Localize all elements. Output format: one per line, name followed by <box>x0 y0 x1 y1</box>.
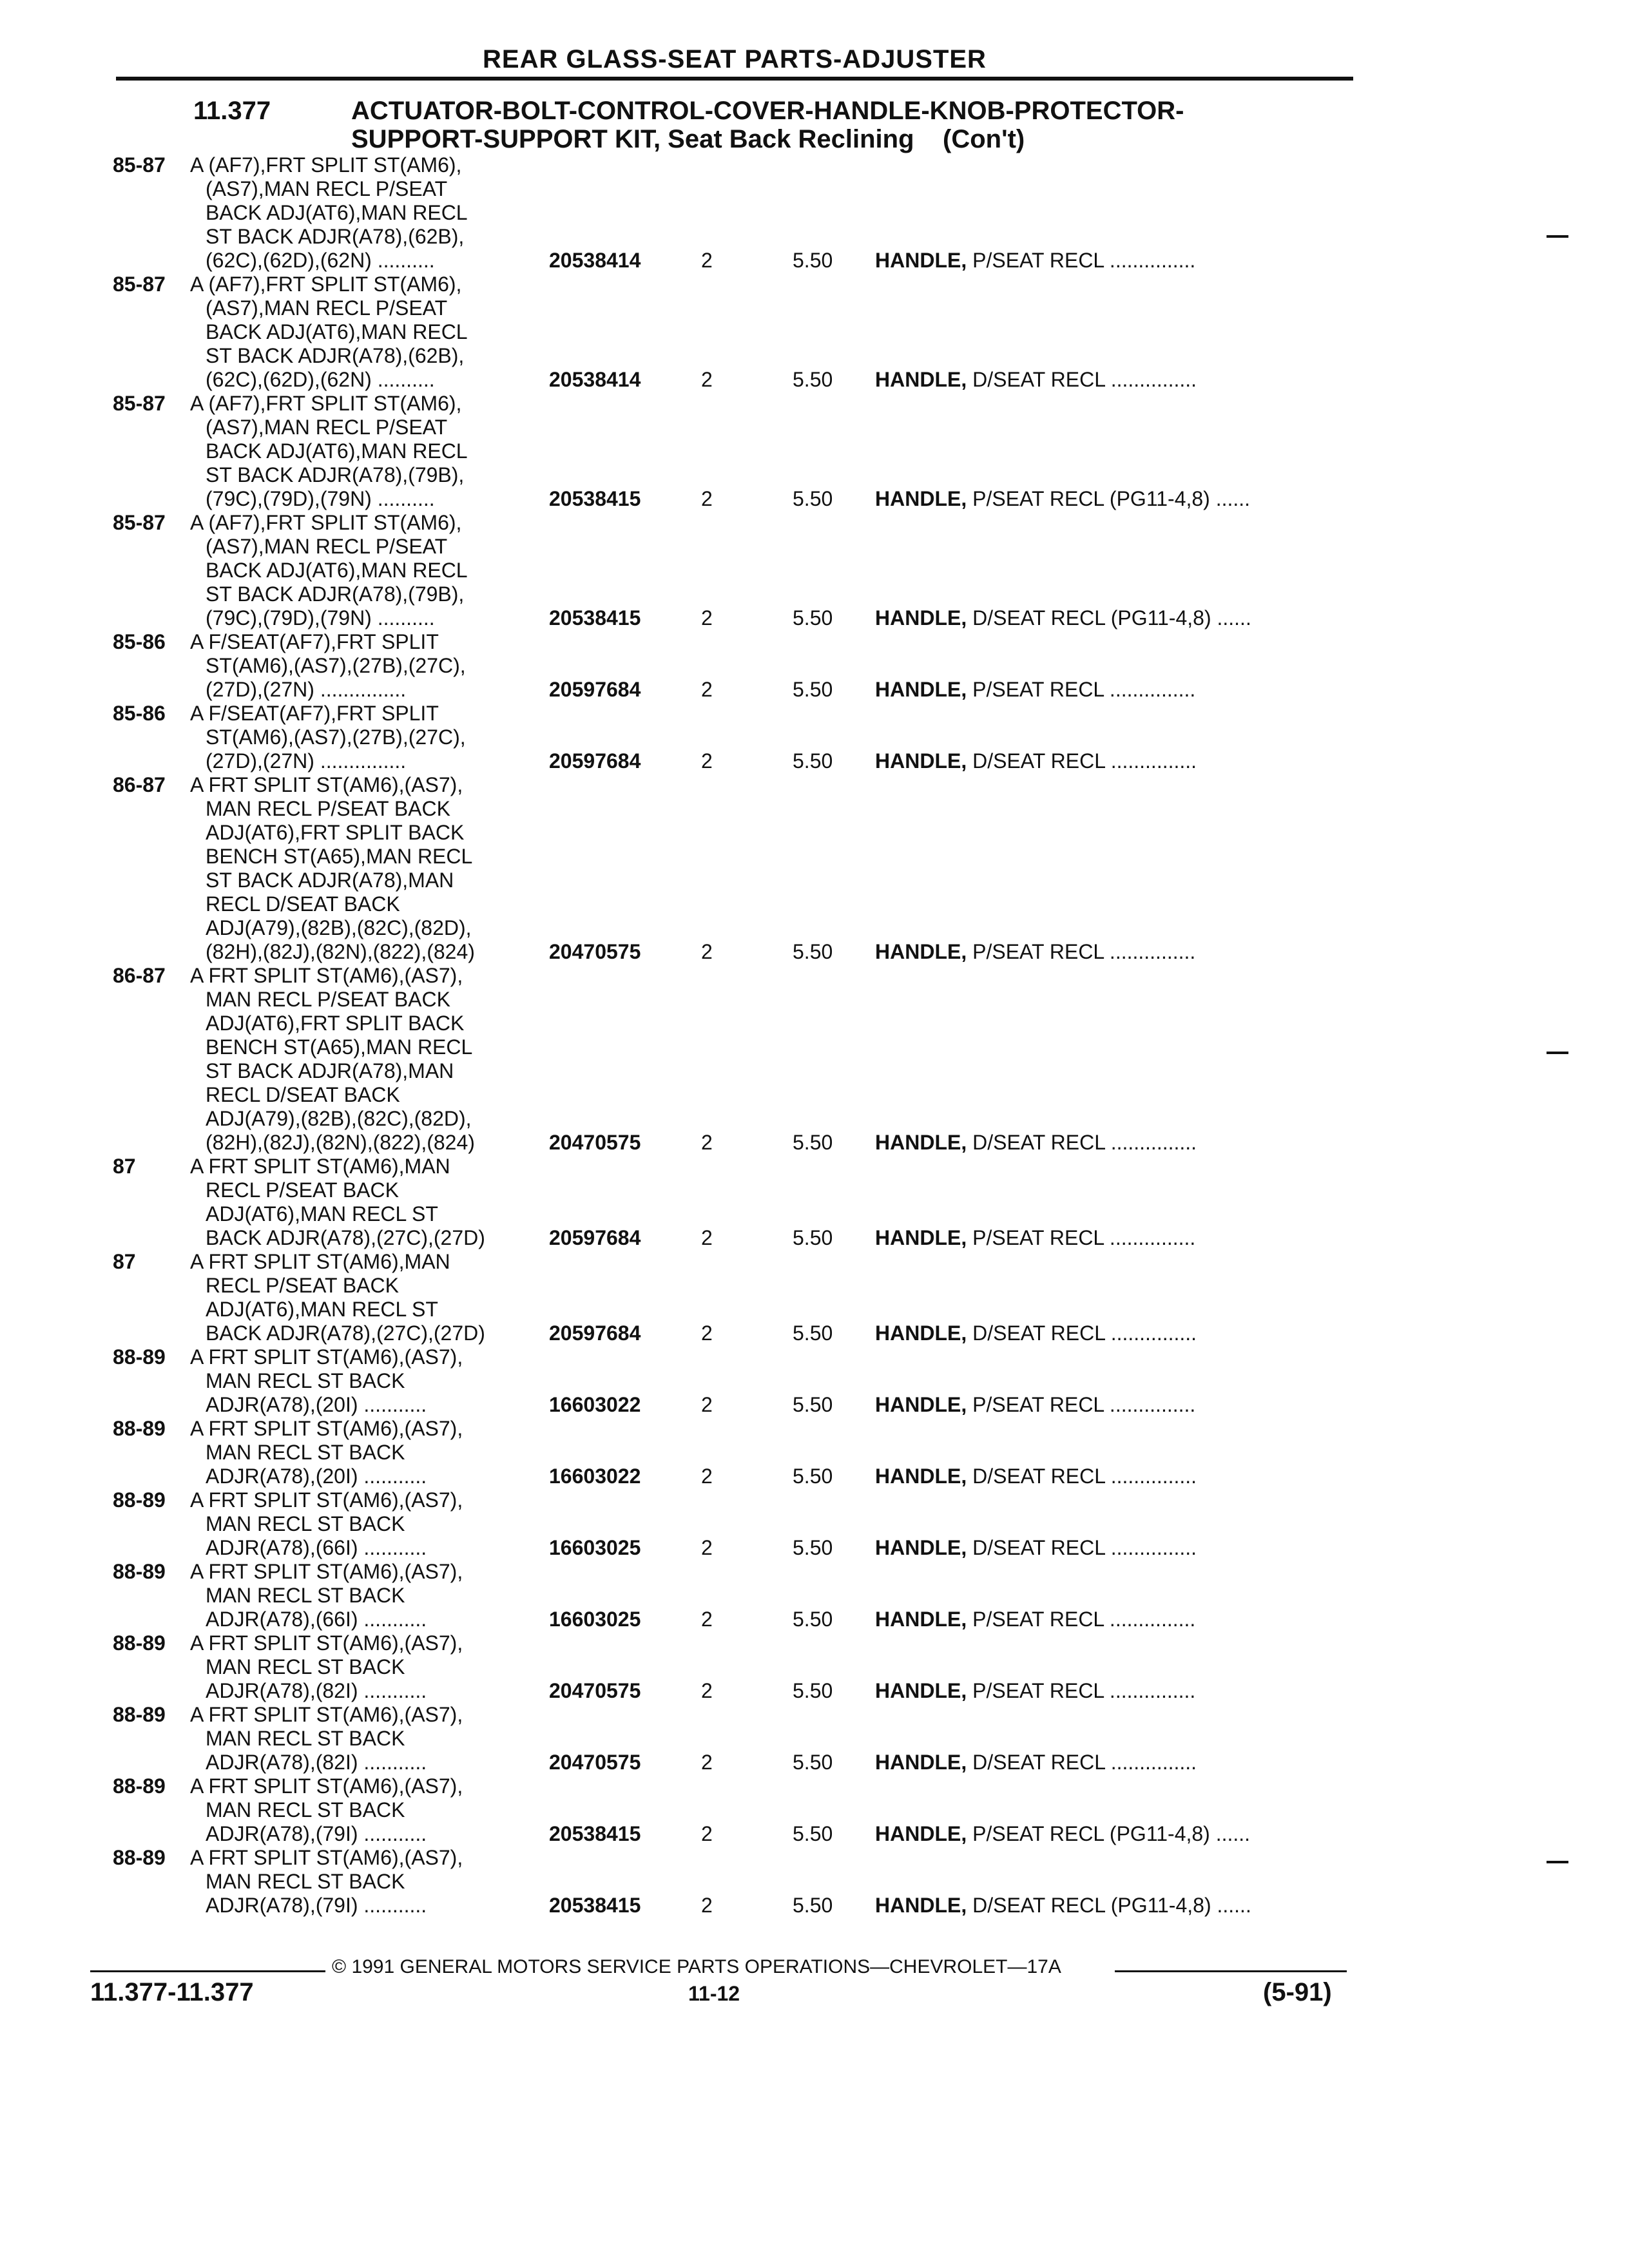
entry-part-number: 16603022 <box>549 1393 641 1416</box>
entry-usage-line: ADJ(A79),(82B),(82C),(82D), <box>206 916 472 939</box>
entry-part-name-noun: HANDLE, <box>875 487 967 510</box>
entry-part-name-noun: HANDLE, <box>875 1894 967 1917</box>
entry-usage-description <box>190 964 551 1155</box>
entry-usage-line: A (AF7),FRT SPLIT ST(AM6), <box>190 273 462 296</box>
page-header <box>116 45 1353 81</box>
entry-part-name <box>875 606 1352 630</box>
entry-usage-line: ADJ(A79),(82B),(82C),(82D), <box>206 1107 472 1130</box>
entry-model-years: 87 <box>113 1250 136 1273</box>
entry-part-name-detail: P/SEAT RECL ............... <box>972 249 1196 272</box>
entry-usage-line: A (AF7),FRT SPLIT ST(AM6), <box>190 511 462 534</box>
entry-model-years: 85-87 <box>113 392 166 415</box>
margin-mark <box>1547 235 1568 238</box>
entry-usage-line: ADJR(A78),(79I) ........... <box>206 1894 427 1917</box>
entry-usage-line: BACK ADJ(AT6),MAN RECL <box>206 201 468 224</box>
entry-price: 5.50 <box>793 249 833 272</box>
entry-quantity: 2 <box>701 1751 713 1774</box>
entry-usage-line: A FRT SPLIT ST(AM6),(AS7), <box>190 1417 463 1440</box>
entry-usage-description <box>190 273 551 392</box>
section-title-line2: SUPPORT-SUPPORT KIT, Seat Back Reclining <box>351 125 914 153</box>
entry-usage-line: BACK ADJR(A78),(27C),(27D) <box>206 1226 485 1249</box>
entry-part-number: 20470575 <box>549 1131 641 1154</box>
entry-part-name-detail: D/SEAT RECL ............... <box>972 1465 1197 1488</box>
entry-usage-description <box>190 773 551 964</box>
entry-part-name-noun: HANDLE, <box>875 1751 967 1774</box>
entry-model-years: 86-87 <box>113 964 166 987</box>
parts-entry <box>0 392 1629 511</box>
section-title <box>351 97 1408 153</box>
entry-model-years: 88-89 <box>113 1488 166 1512</box>
entry-usage-line: (79C),(79D),(79N) .......... <box>206 487 435 510</box>
entry-usage-line: (62C),(62D),(62N) .......... <box>206 368 435 391</box>
entry-usage-line: ST BACK ADJR(A78),(62B), <box>206 225 465 248</box>
entry-part-name <box>875 368 1352 392</box>
entry-usage-description <box>190 1631 551 1703</box>
entry-quantity: 2 <box>701 749 713 773</box>
entry-price: 5.50 <box>793 1131 833 1154</box>
entry-part-name-detail: P/SEAT RECL (PG11-4,8) ...... <box>972 487 1251 510</box>
entry-usage-line: ADJ(AT6),MAN RECL ST <box>206 1298 438 1321</box>
entry-part-name <box>875 749 1352 773</box>
parts-entry <box>0 153 1629 273</box>
entry-usage-line: ADJ(AT6),FRT SPLIT BACK <box>206 1012 465 1035</box>
entry-usage-line: ADJR(A78),(20I) ........... <box>206 1465 427 1488</box>
entry-usage-description <box>190 153 551 273</box>
entry-part-number: 20470575 <box>549 940 641 963</box>
entry-usage-description <box>190 392 551 511</box>
entry-part-name-detail: P/SEAT RECL ............... <box>972 1608 1196 1631</box>
entry-usage-line: ADJR(A78),(79I) ........... <box>206 1822 427 1845</box>
entry-part-name-noun: HANDLE, <box>875 1393 967 1416</box>
entry-usage-line: ADJR(A78),(66I) ........... <box>206 1608 427 1631</box>
parts-entry <box>0 1155 1629 1250</box>
entry-part-name <box>875 1465 1352 1488</box>
entry-quantity: 2 <box>701 940 713 963</box>
entry-usage-line: A FRT SPLIT ST(AM6),(AS7), <box>190 1703 463 1726</box>
entry-usage-description <box>190 1417 551 1488</box>
entry-part-name <box>875 249 1352 273</box>
entry-usage-line: MAN RECL ST BACK <box>206 1727 405 1750</box>
entry-part-name-noun: HANDLE, <box>875 1679 967 1702</box>
section-title-line2-wrap <box>351 125 1408 153</box>
entry-part-name-detail: P/SEAT RECL ............... <box>972 1679 1196 1702</box>
entry-usage-line: BACK ADJR(A78),(27C),(27D) <box>206 1321 485 1345</box>
entry-part-name-detail: D/SEAT RECL (PG11-4,8) ...... <box>972 1894 1251 1917</box>
entry-usage-description <box>190 1345 551 1417</box>
entry-part-number: 20538414 <box>549 249 641 272</box>
entry-part-name <box>875 1536 1352 1560</box>
entry-model-years: 85-87 <box>113 511 166 534</box>
entry-usage-line: ADJ(AT6),MAN RECL ST <box>206 1202 438 1225</box>
entry-model-years: 88-89 <box>113 1846 166 1869</box>
entry-usage-line: ADJ(AT6),FRT SPLIT BACK <box>206 821 465 844</box>
entry-part-name-detail: D/SEAT RECL ............... <box>972 368 1197 391</box>
entry-part-name-noun: HANDLE, <box>875 749 967 773</box>
entry-quantity: 2 <box>701 368 713 391</box>
entry-part-name-noun: HANDLE, <box>875 1536 967 1559</box>
entry-usage-description <box>190 511 551 630</box>
entry-part-name <box>875 678 1352 702</box>
entry-usage-line: A FRT SPLIT ST(AM6),MAN <box>190 1250 450 1273</box>
entry-part-number: 20538415 <box>549 1894 641 1917</box>
entry-part-name-noun: HANDLE, <box>875 1131 967 1154</box>
entry-model-years: 85-87 <box>113 273 166 296</box>
parts-entry <box>0 630 1629 702</box>
entry-part-number: 16603022 <box>549 1465 641 1488</box>
footer-copyright: © 1991 GENERAL MOTORS SERVICE PARTS OPERATIONS—CHEVROLET—17A <box>332 1956 1061 1977</box>
entry-usage-line: A (AF7),FRT SPLIT ST(AM6), <box>190 153 462 177</box>
entry-part-name-noun: HANDLE, <box>875 606 967 629</box>
entry-usage-line: ST BACK ADJR(A78),MAN <box>206 1059 454 1082</box>
parts-entry <box>0 1631 1629 1703</box>
entry-usage-line: ST BACK ADJR(A78),MAN <box>206 869 454 892</box>
entry-model-years: 88-89 <box>113 1631 166 1655</box>
footer-section-range: 11.377-11.377 <box>90 1978 254 2006</box>
entry-part-number: 20597684 <box>549 1321 641 1345</box>
parts-entry <box>0 702 1629 773</box>
entry-part-name-detail: D/SEAT RECL ............... <box>972 1321 1197 1345</box>
entry-usage-line: A FRT SPLIT ST(AM6),(AS7), <box>190 1345 463 1369</box>
entry-part-name <box>875 1321 1352 1345</box>
entry-usage-line: A FRT SPLIT ST(AM6),(AS7), <box>190 1774 463 1798</box>
entry-part-name-detail: D/SEAT RECL (PG11-4,8) ...... <box>972 606 1251 629</box>
entry-usage-description <box>190 1155 551 1250</box>
entry-price: 5.50 <box>793 1679 833 1702</box>
entry-price: 5.50 <box>793 1822 833 1845</box>
entry-part-name-noun: HANDLE, <box>875 1321 967 1345</box>
entry-usage-line: BENCH ST(A65),MAN RECL <box>206 845 473 868</box>
entry-model-years: 86-87 <box>113 773 166 796</box>
entry-part-name <box>875 1131 1352 1155</box>
entry-usage-line: MAN RECL ST BACK <box>206 1798 405 1821</box>
entry-part-number: 20538415 <box>549 606 641 629</box>
entry-usage-description <box>190 1703 551 1774</box>
entry-part-number: 20597684 <box>549 678 641 701</box>
entry-quantity: 2 <box>701 1226 713 1249</box>
entry-price: 5.50 <box>793 1608 833 1631</box>
entry-model-years: 85-86 <box>113 630 166 653</box>
entry-usage-line: (82H),(82J),(82N),(822),(824) <box>206 1131 475 1154</box>
entry-quantity: 2 <box>701 1393 713 1416</box>
entry-usage-line: BACK ADJ(AT6),MAN RECL <box>206 559 468 582</box>
entry-price: 5.50 <box>793 1894 833 1917</box>
entry-quantity: 2 <box>701 487 713 510</box>
entry-price: 5.50 <box>793 1226 833 1249</box>
entry-part-name-detail: D/SEAT RECL ............... <box>972 749 1197 773</box>
entry-usage-line: (79C),(79D),(79N) .......... <box>206 606 435 629</box>
entry-part-name <box>875 487 1352 511</box>
entry-model-years: 88-89 <box>113 1560 166 1583</box>
entry-price: 5.50 <box>793 368 833 391</box>
entry-usage-line: (AS7),MAN RECL P/SEAT <box>206 416 448 439</box>
entry-usage-line: A F/SEAT(AF7),FRT SPLIT <box>190 702 439 725</box>
entry-quantity: 2 <box>701 1321 713 1345</box>
entry-price: 5.50 <box>793 1751 833 1774</box>
entry-usage-line: BENCH ST(A65),MAN RECL <box>206 1035 473 1059</box>
entry-usage-line: RECL P/SEAT BACK <box>206 1274 399 1297</box>
entry-quantity: 2 <box>701 1679 713 1702</box>
entry-part-name <box>875 1751 1352 1774</box>
entry-part-name-detail: D/SEAT RECL ............... <box>972 1751 1197 1774</box>
entry-usage-line: RECL D/SEAT BACK <box>206 1083 400 1106</box>
entry-usage-line: MAN RECL ST BACK <box>206 1655 405 1678</box>
entry-part-number: 20538415 <box>549 487 641 510</box>
margin-mark <box>1547 1861 1568 1863</box>
entry-part-name-noun: HANDLE, <box>875 940 967 963</box>
entry-usage-description <box>190 1846 551 1917</box>
entry-usage-line: (82H),(82J),(82N),(822),(824) <box>206 940 475 963</box>
entry-price: 5.50 <box>793 1536 833 1559</box>
entry-price: 5.50 <box>793 1393 833 1416</box>
entry-price: 5.50 <box>793 1321 833 1345</box>
margin-mark <box>1547 1052 1568 1054</box>
parts-entry <box>0 1846 1629 1917</box>
entry-model-years: 85-87 <box>113 153 166 177</box>
entry-part-name-detail: D/SEAT RECL ............... <box>972 1536 1197 1559</box>
entry-model-years: 87 <box>113 1155 136 1178</box>
entry-usage-line: MAN RECL ST BACK <box>206 1512 405 1535</box>
parts-entry <box>0 1703 1629 1774</box>
entry-usage-line: A FRT SPLIT ST(AM6),(AS7), <box>190 1846 463 1869</box>
entry-price: 5.50 <box>793 487 833 510</box>
parts-entry <box>0 773 1629 964</box>
section-title-suffix: (Con't) <box>943 125 1025 153</box>
entry-usage-line: ADJR(A78),(82I) ........... <box>206 1751 427 1774</box>
entry-part-name-detail: P/SEAT RECL ............... <box>972 1226 1196 1249</box>
entry-part-name-detail: P/SEAT RECL (PG11-4,8) ...... <box>972 1822 1251 1845</box>
page-header-title: REAR GLASS-SEAT PARTS-ADJUSTER <box>483 45 987 73</box>
entry-part-name <box>875 1226 1352 1250</box>
entry-usage-line: ADJR(A78),(82I) ........... <box>206 1679 427 1702</box>
entry-price: 5.50 <box>793 606 833 629</box>
entry-model-years: 88-89 <box>113 1345 166 1369</box>
entry-usage-description <box>190 1488 551 1560</box>
entry-usage-description <box>190 702 551 773</box>
entry-usage-line: A FRT SPLIT ST(AM6),(AS7), <box>190 1631 463 1655</box>
entry-part-name-noun: HANDLE, <box>875 1465 967 1488</box>
entry-usage-line: ADJR(A78),(20I) ........... <box>206 1393 427 1416</box>
entry-usage-line: A (AF7),FRT SPLIT ST(AM6), <box>190 392 462 415</box>
entry-usage-line: ST(AM6),(AS7),(27B),(27C), <box>206 654 466 677</box>
entry-usage-line: ST(AM6),(AS7),(27B),(27C), <box>206 726 466 749</box>
parts-entry <box>0 1488 1629 1560</box>
parts-entry <box>0 273 1629 392</box>
entry-part-name-noun: HANDLE, <box>875 1226 967 1249</box>
entry-usage-description <box>190 1560 551 1631</box>
entry-usage-line: A FRT SPLIT ST(AM6),(AS7), <box>190 773 463 796</box>
parts-entry <box>0 511 1629 630</box>
entry-usage-line: A FRT SPLIT ST(AM6),MAN <box>190 1155 450 1178</box>
entry-usage-line: A FRT SPLIT ST(AM6),(AS7), <box>190 1560 463 1583</box>
entry-model-years: 88-89 <box>113 1774 166 1798</box>
entry-part-name-noun: HANDLE, <box>875 1608 967 1631</box>
entry-model-years: 88-89 <box>113 1703 166 1726</box>
parts-entry <box>0 964 1629 1155</box>
entry-part-name-noun: HANDLE, <box>875 249 967 272</box>
entry-model-years: 85-86 <box>113 702 166 725</box>
entry-part-number: 20538415 <box>549 1822 641 1845</box>
footer-rule-left <box>90 1970 325 1972</box>
entry-usage-line: ST BACK ADJR(A78),(79B), <box>206 463 465 486</box>
entry-part-name-detail: D/SEAT RECL ............... <box>972 1131 1197 1154</box>
entry-usage-line: MAN RECL ST BACK <box>206 1584 405 1607</box>
entry-usage-line: (AS7),MAN RECL P/SEAT <box>206 177 448 200</box>
section-title-line1: ACTUATOR-BOLT-CONTROL-COVER-HANDLE-KNOB-PROTECTOR- <box>351 97 1184 125</box>
section-number: 11.377 <box>193 97 271 125</box>
entry-usage-line: (62C),(62D),(62N) .......... <box>206 249 435 272</box>
entry-part-name-noun: HANDLE, <box>875 368 967 391</box>
entry-usage-line: A FRT SPLIT ST(AM6),(AS7), <box>190 1488 463 1512</box>
entry-part-number: 20470575 <box>549 1751 641 1774</box>
entry-usage-line: BACK ADJ(AT6),MAN RECL <box>206 439 468 463</box>
parts-entry <box>0 1774 1629 1846</box>
entry-part-name-detail: P/SEAT RECL ............... <box>972 678 1196 701</box>
entry-usage-line: RECL P/SEAT BACK <box>206 1178 399 1202</box>
entry-part-name-noun: HANDLE, <box>875 678 967 701</box>
parts-entry <box>0 1560 1629 1631</box>
entry-usage-description <box>190 1774 551 1846</box>
entry-model-years: 88-89 <box>113 1417 166 1440</box>
entry-price: 5.50 <box>793 1465 833 1488</box>
entry-part-name <box>875 1679 1352 1703</box>
parts-entry <box>0 1250 1629 1345</box>
entry-price: 5.50 <box>793 678 833 701</box>
entry-usage-line: (AS7),MAN RECL P/SEAT <box>206 296 448 320</box>
entry-usage-line: BACK ADJ(AT6),MAN RECL <box>206 320 468 343</box>
entry-usage-line: MAN RECL P/SEAT BACK <box>206 797 450 820</box>
entry-part-name-detail: P/SEAT RECL ............... <box>972 1393 1196 1416</box>
entry-usage-line: (27D),(27N) ............... <box>206 678 407 701</box>
entry-usage-line: RECL D/SEAT BACK <box>206 892 400 916</box>
entry-part-name <box>875 1608 1352 1631</box>
entry-price: 5.50 <box>793 940 833 963</box>
entry-part-number: 16603025 <box>549 1608 641 1631</box>
entry-usage-line: ST BACK ADJR(A78),(79B), <box>206 582 465 606</box>
entry-quantity: 2 <box>701 249 713 272</box>
entry-part-number: 20597684 <box>549 749 641 773</box>
entry-quantity: 2 <box>701 1465 713 1488</box>
entry-quantity: 2 <box>701 606 713 629</box>
parts-entry <box>0 1417 1629 1488</box>
entry-quantity: 2 <box>701 1894 713 1917</box>
entry-quantity: 2 <box>701 1822 713 1845</box>
entry-part-name-noun: HANDLE, <box>875 1822 967 1845</box>
entry-price: 5.50 <box>793 749 833 773</box>
entry-usage-description <box>190 630 551 702</box>
footer-rule-right <box>1115 1970 1347 1972</box>
entry-part-number: 16603025 <box>549 1536 641 1559</box>
entry-usage-line: A F/SEAT(AF7),FRT SPLIT <box>190 630 439 653</box>
entry-usage-line: MAN RECL ST BACK <box>206 1870 405 1893</box>
entry-part-name <box>875 1894 1352 1917</box>
entry-part-name <box>875 1393 1352 1417</box>
entry-quantity: 2 <box>701 1131 713 1154</box>
entry-part-number: 20597684 <box>549 1226 641 1249</box>
entry-usage-line: MAN RECL ST BACK <box>206 1441 405 1464</box>
entry-usage-line: MAN RECL ST BACK <box>206 1369 405 1392</box>
entry-usage-line: (AS7),MAN RECL P/SEAT <box>206 535 448 558</box>
entry-part-name <box>875 940 1352 964</box>
entry-part-name <box>875 1822 1352 1846</box>
entry-quantity: 2 <box>701 678 713 701</box>
entry-usage-line: (27D),(27N) ............... <box>206 749 407 773</box>
parts-entry <box>0 1345 1629 1417</box>
entry-usage-line: MAN RECL P/SEAT BACK <box>206 988 450 1011</box>
entry-quantity: 2 <box>701 1536 713 1559</box>
entry-usage-description <box>190 1250 551 1345</box>
entry-part-number: 20538414 <box>549 368 641 391</box>
entry-quantity: 2 <box>701 1608 713 1631</box>
parts-list <box>0 153 1629 1917</box>
footer-page-number: 11-12 <box>688 1982 740 2005</box>
entry-part-number: 20470575 <box>549 1679 641 1702</box>
entry-usage-line: A FRT SPLIT ST(AM6),(AS7), <box>190 964 463 987</box>
entry-usage-line: ST BACK ADJR(A78),(62B), <box>206 344 465 367</box>
entry-usage-line: ADJR(A78),(66I) ........... <box>206 1536 427 1559</box>
footer-revision-date: (5-91) <box>1263 1978 1332 2006</box>
entry-part-name-detail: P/SEAT RECL ............... <box>972 940 1196 963</box>
